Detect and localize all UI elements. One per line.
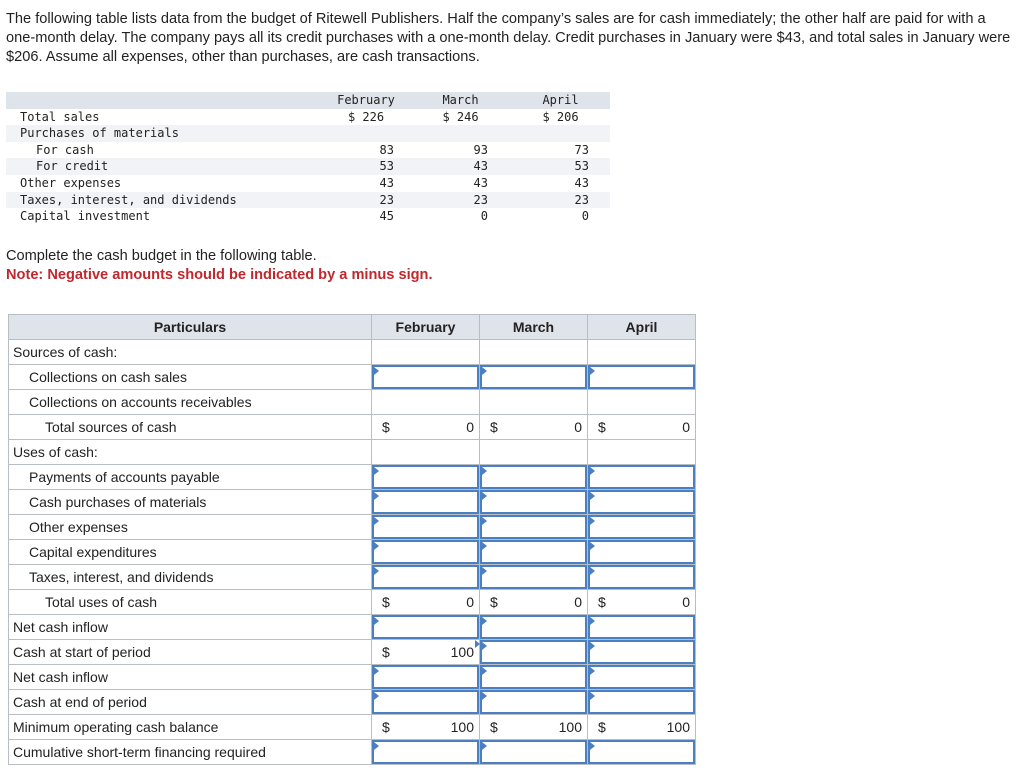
budget-row bbox=[9, 365, 696, 390]
answer-input[interactable] bbox=[372, 515, 479, 539]
cell-march[interactable] bbox=[480, 665, 588, 690]
cell-february[interactable] bbox=[372, 615, 480, 640]
row-label: Cash at end of period bbox=[9, 690, 372, 715]
cell-value: 0 bbox=[682, 419, 690, 435]
cell-april[interactable] bbox=[588, 615, 696, 640]
cell-february[interactable] bbox=[372, 365, 480, 390]
given-cell: $ 206 bbox=[542, 109, 579, 124]
cell-february bbox=[372, 715, 480, 740]
instructions bbox=[6, 247, 433, 285]
cell-march[interactable] bbox=[480, 690, 588, 715]
cell-february[interactable] bbox=[372, 490, 480, 515]
cell-april bbox=[588, 390, 696, 415]
budget-row bbox=[9, 715, 696, 740]
given-cell: $ 246 bbox=[442, 109, 479, 124]
given-header-april: April bbox=[511, 92, 610, 109]
currency-symbol: $ bbox=[382, 644, 390, 660]
cell-value: 0 bbox=[466, 419, 474, 435]
given-row-label: Purchases of materials bbox=[6, 125, 322, 142]
budget-row bbox=[9, 740, 696, 765]
given-cell: 23 bbox=[410, 192, 511, 209]
cell-march[interactable] bbox=[480, 515, 588, 540]
answer-input[interactable] bbox=[588, 515, 695, 539]
currency-symbol: $ bbox=[598, 419, 606, 435]
given-cell: 83 bbox=[379, 142, 394, 157]
cell-april bbox=[588, 590, 696, 615]
given-cell: 23 bbox=[511, 192, 610, 209]
answer-input[interactable] bbox=[372, 690, 479, 714]
cell-february[interactable] bbox=[372, 540, 480, 565]
given-row-label: Taxes, interest, and dividends bbox=[6, 192, 322, 209]
answer-input[interactable] bbox=[480, 615, 587, 639]
row-label: Sources of cash: bbox=[9, 340, 372, 365]
budget-row bbox=[9, 615, 696, 640]
budget-row bbox=[9, 340, 696, 365]
cell-march bbox=[480, 440, 588, 465]
currency-symbol: $ bbox=[382, 419, 390, 435]
cell-february bbox=[372, 440, 480, 465]
given-cell: 53 bbox=[322, 158, 410, 175]
row-label: Taxes, interest, and dividends bbox=[9, 565, 372, 590]
header-april: April bbox=[588, 315, 696, 340]
currency-symbol: $ bbox=[382, 594, 390, 610]
answer-input[interactable] bbox=[372, 615, 479, 639]
given-cell: 43 bbox=[379, 175, 394, 190]
cell-march[interactable] bbox=[480, 540, 588, 565]
budget-row bbox=[9, 515, 696, 540]
cell-february[interactable] bbox=[372, 465, 480, 490]
row-label: Capital expenditures bbox=[9, 540, 372, 565]
given-header-march: March bbox=[410, 92, 511, 109]
row-label: Net cash inflow bbox=[9, 665, 372, 690]
cell-march bbox=[480, 715, 588, 740]
answer-input[interactable] bbox=[480, 365, 587, 389]
budget-row bbox=[9, 590, 696, 615]
answer-input[interactable] bbox=[588, 640, 695, 664]
given-cell: $ 226 bbox=[347, 109, 385, 124]
cell-april bbox=[588, 715, 696, 740]
answer-input[interactable] bbox=[372, 540, 479, 564]
cell-value: 100 bbox=[558, 719, 582, 735]
cell-april[interactable] bbox=[588, 665, 696, 690]
currency-symbol: $ bbox=[490, 594, 498, 610]
cell-february bbox=[372, 390, 480, 415]
given-header-february: February bbox=[322, 92, 410, 109]
cell-value: 100 bbox=[450, 644, 474, 660]
answer-input[interactable] bbox=[372, 490, 479, 514]
cell-april bbox=[588, 440, 696, 465]
cell-february bbox=[372, 640, 480, 665]
header-february: February bbox=[372, 315, 480, 340]
answer-input[interactable] bbox=[480, 565, 587, 589]
given-cell: 93 bbox=[473, 142, 488, 157]
answer-input[interactable] bbox=[480, 665, 587, 689]
currency-symbol: $ bbox=[598, 719, 606, 735]
cell-april[interactable] bbox=[588, 740, 696, 765]
answer-input[interactable] bbox=[480, 690, 587, 714]
given-cell: 45 bbox=[379, 209, 394, 224]
cash-budget-table bbox=[8, 314, 696, 765]
answer-input[interactable] bbox=[480, 515, 587, 539]
cell-value: 0 bbox=[682, 594, 690, 610]
budget-row bbox=[9, 390, 696, 415]
answer-input[interactable] bbox=[588, 540, 695, 564]
given-row-label: Capital investment bbox=[20, 209, 151, 224]
answer-input[interactable] bbox=[588, 465, 695, 489]
cell-february bbox=[372, 415, 480, 440]
answer-input[interactable] bbox=[372, 465, 479, 489]
row-label: Collections on accounts receivables bbox=[9, 390, 372, 415]
answer-input[interactable] bbox=[588, 490, 695, 514]
cell-march[interactable] bbox=[480, 465, 588, 490]
cell-march bbox=[480, 415, 588, 440]
cell-march bbox=[480, 340, 588, 365]
answer-input[interactable] bbox=[588, 690, 695, 714]
answer-input[interactable] bbox=[480, 540, 587, 564]
answer-input[interactable] bbox=[372, 565, 479, 589]
answer-input[interactable] bbox=[372, 740, 479, 764]
budget-row bbox=[9, 665, 696, 690]
budget-row bbox=[9, 465, 696, 490]
given-cell: 23 bbox=[322, 192, 410, 209]
given-cell: 43 bbox=[473, 175, 488, 190]
answer-input[interactable] bbox=[372, 365, 479, 389]
budget-row bbox=[9, 490, 696, 515]
given-cell: 0 bbox=[581, 209, 589, 224]
given-cell: 73 bbox=[574, 142, 589, 157]
cell-april[interactable] bbox=[588, 465, 696, 490]
cell-february[interactable] bbox=[372, 740, 480, 765]
cell-april bbox=[588, 415, 696, 440]
budget-row bbox=[9, 640, 696, 665]
given-cell: 43 bbox=[410, 158, 511, 175]
answer-input[interactable] bbox=[588, 665, 695, 689]
given-row-label: Other expenses bbox=[20, 175, 122, 190]
cell-march bbox=[480, 590, 588, 615]
cell-april[interactable] bbox=[588, 365, 696, 390]
cell-february[interactable] bbox=[372, 665, 480, 690]
cell-march[interactable] bbox=[480, 565, 588, 590]
row-label: Total sources of cash bbox=[9, 415, 372, 440]
cell-value: 0 bbox=[574, 594, 582, 610]
cell-value: 0 bbox=[466, 594, 474, 610]
cell-march bbox=[480, 390, 588, 415]
answer-input[interactable] bbox=[480, 740, 587, 764]
cell-march[interactable] bbox=[480, 740, 588, 765]
cell-february bbox=[372, 340, 480, 365]
budget-row bbox=[9, 690, 696, 715]
row-label: Cash purchases of materials bbox=[9, 490, 372, 515]
currency-symbol: $ bbox=[598, 594, 606, 610]
given-cell: 53 bbox=[511, 158, 610, 175]
currency-symbol: $ bbox=[490, 719, 498, 735]
cell-april[interactable] bbox=[588, 515, 696, 540]
cell-march[interactable] bbox=[480, 490, 588, 515]
header-march: March bbox=[480, 315, 588, 340]
currency-symbol: $ bbox=[490, 419, 498, 435]
given-row-label: For credit bbox=[6, 158, 322, 175]
cell-april[interactable] bbox=[588, 565, 696, 590]
given-row-label: Total sales bbox=[20, 109, 100, 124]
row-label: Cumulative short-term financing required bbox=[9, 740, 372, 765]
cell-february[interactable] bbox=[372, 515, 480, 540]
cell-value: 100 bbox=[666, 719, 690, 735]
budget-row bbox=[9, 440, 696, 465]
given-cell: 0 bbox=[480, 209, 488, 224]
cell-april[interactable] bbox=[588, 490, 696, 515]
cell-february bbox=[372, 590, 480, 615]
row-label: Cash at start of period bbox=[9, 640, 372, 665]
given-budget-table bbox=[6, 92, 610, 225]
row-label: Net cash inflow bbox=[9, 615, 372, 640]
answer-input[interactable] bbox=[480, 465, 587, 489]
row-label: Total uses of cash bbox=[9, 590, 372, 615]
problem-intro: The following table lists data from the budget of Ritewell Publishers. Half the company’s sales are for cash immediately; the other half are paid for with a one-month delay. The company pays all its credit purchases with a one-month delay. Credit purchases in January were $43, and total sales in January were $206. Assume all expenses, other than purchases, are cash transactions. bbox=[6, 11, 1011, 65]
answer-input[interactable] bbox=[588, 365, 695, 389]
answer-input[interactable] bbox=[588, 565, 695, 589]
currency-symbol: $ bbox=[382, 719, 390, 735]
given-row-label: For cash bbox=[36, 142, 94, 157]
cell-february[interactable] bbox=[372, 690, 480, 715]
answer-input[interactable] bbox=[588, 615, 695, 639]
cell-march[interactable] bbox=[480, 615, 588, 640]
row-label: Other expenses bbox=[9, 515, 372, 540]
cell-march[interactable] bbox=[480, 640, 588, 665]
cell-value: 100 bbox=[450, 719, 474, 735]
cell-april[interactable] bbox=[588, 540, 696, 565]
header-particulars: Particulars bbox=[9, 315, 372, 340]
budget-row bbox=[9, 565, 696, 590]
answer-input[interactable] bbox=[480, 640, 587, 664]
row-label: Payments of accounts payable bbox=[9, 465, 372, 490]
answer-input[interactable] bbox=[372, 665, 479, 689]
cell-february[interactable] bbox=[372, 565, 480, 590]
cell-march[interactable] bbox=[480, 365, 588, 390]
cell-april bbox=[588, 340, 696, 365]
answer-input[interactable] bbox=[480, 490, 587, 514]
row-label: Collections on cash sales bbox=[9, 365, 372, 390]
row-label: Uses of cash: bbox=[9, 440, 372, 465]
budget-row bbox=[9, 540, 696, 565]
instruction-text: Complete the cash budget in the following table. bbox=[6, 248, 317, 264]
budget-row bbox=[9, 415, 696, 440]
row-label: Minimum operating cash balance bbox=[9, 715, 372, 740]
answer-input[interactable] bbox=[588, 740, 695, 764]
cell-april[interactable] bbox=[588, 640, 696, 665]
cell-value: 0 bbox=[574, 419, 582, 435]
given-cell: 43 bbox=[574, 175, 589, 190]
note-text: Note: Negative amounts should be indicated by a minus sign. bbox=[6, 267, 433, 283]
cell-april[interactable] bbox=[588, 690, 696, 715]
